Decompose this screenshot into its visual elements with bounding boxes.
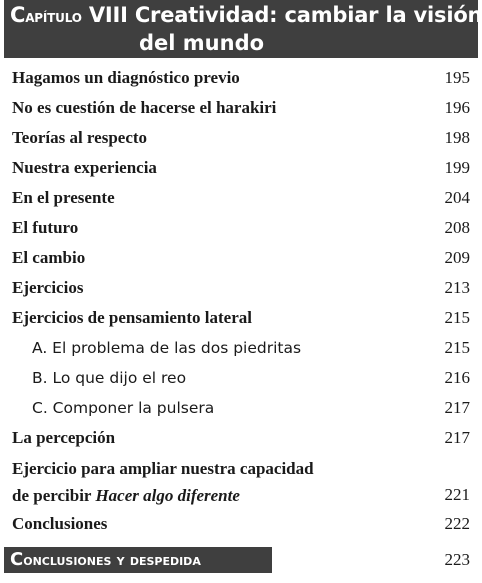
toc-entry[interactable] [12,95,470,121]
toc-entry[interactable] [12,185,470,211]
toc-entry-page: 217 [444,428,470,447]
toc-entry[interactable] [12,155,470,181]
toc-entry-title: Teorías al respecto [12,128,148,147]
toc-entry-page: 196 [444,98,470,117]
toc-entry[interactable] [12,65,470,91]
toc-entry-page: 215 [444,308,470,327]
toc-subentry-title: C. Componer la pulsera [32,399,215,417]
toc-entry[interactable] [12,425,470,451]
toc-entry-conclusiones[interactable] [12,511,470,537]
toc-entry-title: Ejercicios de pensamiento lateral [12,308,253,327]
toc-entry-page: 204 [444,188,470,207]
toc-entry-title: Hagamos un diagnóstico previo [12,68,240,87]
toc-entry-title: El cambio [12,248,86,267]
toc-subentry-title: A. El problema de las dos piedritas [32,339,302,357]
toc-entry-multiline[interactable] [12,455,470,507]
final-section-cap: C [10,549,24,570]
toc-entry-title: El futuro [12,218,79,237]
toc-subentry[interactable] [32,395,470,421]
chapter-label-cap: C [10,3,26,27]
toc-entry-title-italic: Hacer algo diferente [95,486,240,505]
toc-entry-title: La percepción [12,428,116,447]
toc-entry-title-line2: de percibir [12,486,96,505]
toc-subentry[interactable] [32,335,470,361]
final-section-small: onclusiones y despedida [23,551,201,569]
toc-entry-title-line1: Ejercicio para ampliar nuestra capacidad [12,459,314,478]
toc-entry-page: 208 [444,218,470,237]
chapter-label-small: apítulo [25,7,82,27]
toc-entry-title: Conclusiones [12,514,108,533]
final-section-page: 223 [444,550,470,569]
chapter-header [4,0,482,58]
chapter-title-line2: del mundo [139,31,265,55]
toc-entry-page: 195 [444,68,470,87]
toc-entry-title: Ejercicios [12,278,84,297]
toc-entry-title: Nuestra experiencia [12,158,157,177]
toc-entry-title: En el presente [12,188,115,207]
chapter-title-line1 [10,3,482,27]
toc-subentry-page: 217 [444,398,470,417]
final-section-bar[interactable] [4,547,272,573]
toc-entry-page: 198 [444,128,470,147]
toc-entry-page: 209 [444,248,470,267]
toc-entry[interactable] [12,305,470,331]
toc-subentry[interactable] [32,365,470,391]
final-section-title [10,547,201,573]
toc-subentry-page: 216 [444,368,470,387]
toc-entry[interactable] [12,215,470,241]
toc-entry-page: 199 [444,158,470,177]
toc-entry[interactable] [12,125,470,151]
chapter-title-rest: VIII Creatividad: cambiar la visión [81,3,482,27]
toc-entry-title: No es cuestión de hacerse el harakiri [12,98,277,117]
toc-subentry-page: 215 [444,338,470,357]
toc-subentry-title: B. Lo que dijo el reo [32,369,187,387]
toc-entry-page: 213 [444,278,470,297]
toc-entry-page: 221 [444,485,470,504]
toc-entry[interactable] [12,245,470,271]
toc-entry-page: 222 [444,514,470,533]
toc-entry-title [12,455,412,509]
toc-entry[interactable] [12,275,470,301]
